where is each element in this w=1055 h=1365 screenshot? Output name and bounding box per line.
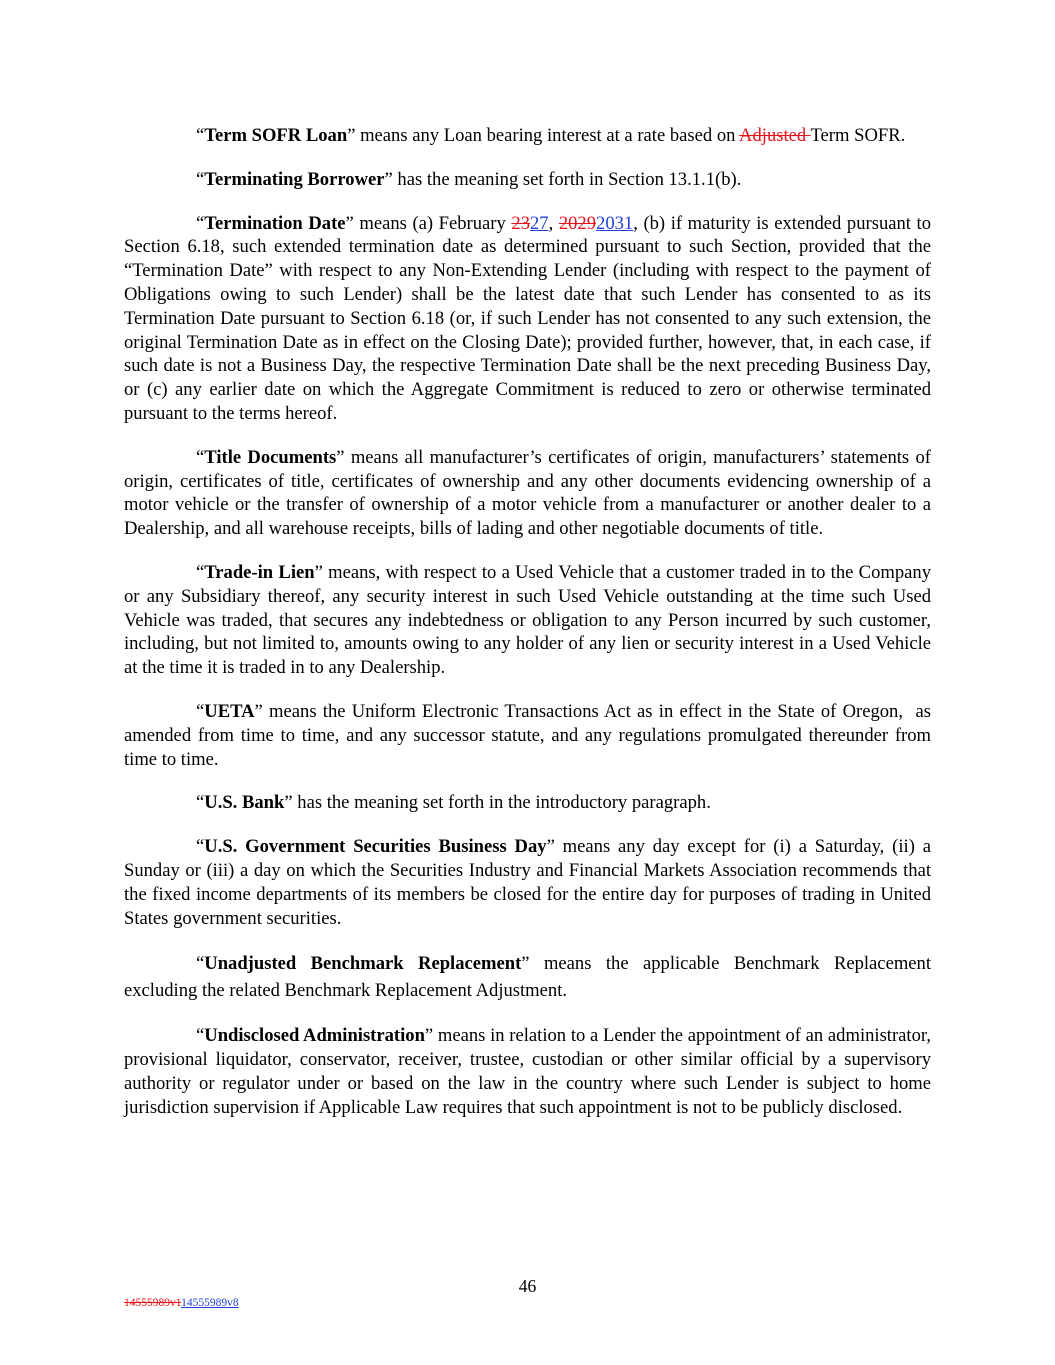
definition-term-sofr-loan: “Term SOFR Loan” means any Loan bearing interest at a rate based on Adjusted Term SOFR. [196, 125, 906, 146]
definition-terminating-borrower: “Terminating Borrower” has the meaning set forth in Section 13.1.1(b). [196, 168, 742, 190]
defined-term: U.S. Government Securities Business Day [204, 836, 547, 858]
definition-termination-date: “Termination Date” means (a) February 2327, 20292031, (b) if maturity is extended pursuant to Section 6.18, such extended termination date as determined pursuant to such Section, provided that the “Termination Date” with respect to any Non-Extending Lender (including with respect to the payment of Obligations owing to such Lender) shall be the latest date that such Lender has consented to as its Termination Date pursuant to Section 6.18 (or, if such Lender has not consented to any such extension, the original Termination Date as in effect on the Closing Date); provided further, however, that, in each case, if such date is not a Business Day, the respective Termination Date shall be the next preceding Business Day, or (c) any earlier date on which the Aggregate Commitment is reduced to zero or otherwise terminated pursuant to the terms hereof. [124, 212, 932, 424]
definition-title-documents: “Title Documents” means all manufacturer’s certificates of origin, manufacturers’ statements of origin, certificates of title, certificates of ownership and any other documents evidencing ownership of a motor vehicle or the transfer of ownership of a motor vehicle from a manufacturer or another dealer to a Dealership, and all warehouse receipts, bills of lading and other negotiable documents of title. [124, 446, 931, 540]
definition-undisclosed-administration: “Undisclosed Administration” means in relation to a Lender the appointment of an administrator, provisional liquidator, conservator, receiver, trustee, custodian or other similar official by a supervisory authority or regulator under or based on the law in the country where such Lender is subject to home jurisdiction supervision if Applicable Law requires that such appointment is not to be publicly disclosed. [124, 1025, 931, 1118]
page-number: 46 [518, 1276, 537, 1296]
definition-us-government-securities-business-day: “U.S. Government Securities Business Day” means any day except for (i) a Saturday, (ii) a Sunday or (iii) a day on which the Securities Industry and Financial Markets Association recommends that the fixed income departments of its members be closed for the entire day for purposes of trading in United States government securities. [124, 836, 931, 929]
deleted-text: Adjusted [739, 125, 811, 146]
definition-trade-in-lien: “Trade-in Lien” means, with respect to a Used Vehicle that a customer traded in to the Company or any Subsidiary thereof, any security interest in such Used Vehicle outstanding at the time such Used Vehicle was traded, that secures any indebtedness or obligation to any Person incurred by such customer, including, but not limited to, amounts owing to any holder of any lien or security interest in a Used Vehicle at the time it is traded in to any Dealership. [124, 561, 931, 679]
document-id [124, 1297, 239, 1309]
inserted-doc-id: 14555989v8 [181, 1297, 239, 1309]
deleted-day: 23 [511, 212, 530, 234]
inserted-year: 2031 [596, 212, 634, 234]
defined-term: Terminating Borrower [204, 168, 385, 190]
defined-term: Unadjusted Benchmark Replacement [204, 953, 522, 975]
defined-term: Termination Date [204, 212, 346, 234]
definition-unadjusted-benchmark-replacement: “Unadjusted Benchmark Replacement” means the applicable Benchmark Replacement excluding the related Benchmark Replacement Adjustment. [124, 953, 931, 1002]
document-page [124, 124, 936, 1140]
definition-ueta: “UETA” means the Uniform Electronic Transactions Act as in effect in the State of Oregon, as amended from time to time, and any successor statute, and any regulations promulgated thereunder from time to time. [124, 700, 936, 770]
defined-term: Term SOFR Loan [204, 125, 348, 146]
defined-term: UETA [204, 700, 255, 722]
defined-term: Title Documents [204, 446, 337, 468]
defined-term: U.S. Bank [204, 792, 285, 814]
deleted-doc-id: 14555989v1 [124, 1297, 182, 1309]
deleted-year: 2029 [558, 212, 597, 234]
inserted-day: 27 [529, 212, 549, 234]
defined-term: Undisclosed Administration [204, 1025, 425, 1047]
defined-term: Trade-in Lien [204, 561, 315, 583]
definition-us-bank: “U.S. Bank” has the meaning set forth in the introductory paragraph. [196, 792, 711, 814]
